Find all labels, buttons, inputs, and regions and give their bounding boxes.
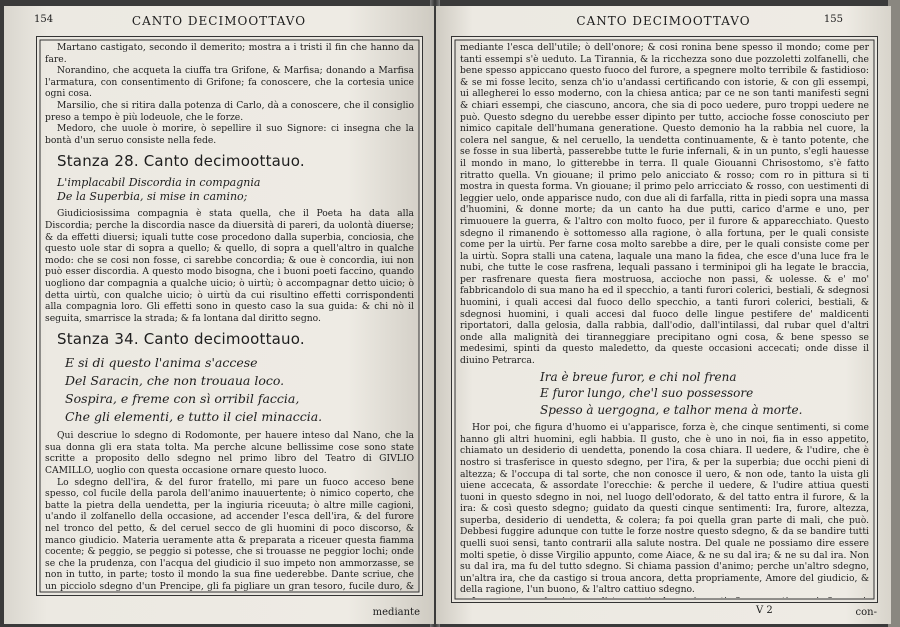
- verse-line: Del Saracin, che non trouaua loco.: [65, 373, 285, 389]
- right-text-frame: [451, 36, 878, 603]
- verse-line: Che gli elementi, e tutto il ciel minaccia.: [65, 409, 323, 425]
- commentary-paragraph: [460, 596, 869, 598]
- left-page-number: 154: [34, 14, 54, 25]
- verse-line: Ira è breue furor, e chi nol frena: [540, 369, 737, 384]
- catchword: mediante: [372, 607, 420, 618]
- left-text-frame: [36, 36, 423, 596]
- verse-line: E furor lungo, che'l suo possessore: [540, 386, 754, 401]
- stanza-verse: [65, 354, 414, 426]
- stanza-heading: Stanza 28. Canto decimoottauo.: [57, 152, 305, 171]
- intro-paragraph: Martano castigato, secondo il demerito; mostra a i tristi il fin che hanno da fare.: [45, 42, 414, 65]
- commentary-paragraph: Hor poi, che figura d'huomo ei u'apparisce, forza è, che cinque sentimenti, si come hanno gli altri huomini, egli habbia. Il gusto, che è uno in noi, fia in esso appetito, chiamato un desiderio di uendetta, ponendo la cosa chiara. Il uedere, & l'udire, che è nostro si trasferisce in questo sdegno, per l'ira, & per la superbia; due occhi pieni di altezza; & l'occupa di tal sorte, che non conosce il uero, & non ode, tanto la uista gli uiene accecata, & assordate l'orecchie: & perche il uedere, & l'udire attiua questi tuoni in questo sdegno in noi, nel luogo dell'odorato, & del tatto entra il furore, & la ira: & così questo sdegno; guidato da questi cinque sentimenti: Ira, furore, altezza, superba, desiderio di uendetta, & colera; fa poi quella gran parte di mali, che può. Debbesi fuggire adunque con tutte le forze nostre questo sdegno, & da se bandire tutti quelli suoi sensi, tanto contrarii alla salute nostra. Del quale ne possiamo dire essere molti spetie, ò disse Virgilio appunto, come Aiace, & ne su dal ira; & ne su dal ira. Non su dal ira, ma fu del tutto sdegno. Si chiama passion d'animo; perche un'altro sdegno, un'altra ira, che da castigo si troua ancora, detta propriamente, Amore del giudicio, & della ragione, l'un buono, & l'altro cattiuo sdegno.: [460, 422, 869, 596]
- right-running-title: CANTO DECIMOOTTAVO: [576, 14, 751, 28]
- catchword: con-: [855, 607, 877, 618]
- left-header: [4, 14, 434, 34]
- verse-line: Sospira, e freme con sì orribil faccia,: [65, 391, 300, 407]
- right-text-block: [460, 42, 869, 598]
- verse-line: De la Superbia, si mise in camino;: [57, 190, 248, 204]
- intro-paragraph: Medoro, che uuole ò morire, ò sepellire il suo Signore: ci insegna che la bontà d'un seruo consiste nella fede.: [45, 123, 414, 146]
- stanza-heading: Stanza 34. Canto decimoottauo.: [57, 330, 305, 349]
- verse-line: Spesso à uergogna, e talhor mena à morte.: [540, 402, 803, 417]
- left-text-block: [45, 42, 414, 591]
- right-header: [436, 14, 891, 34]
- intro-paragraph: Marsilio, che si ritira dalla potenza di Carlo, dà a conoscere, che il consiglio preso a tempo è più lodeuole, che le forze.: [45, 99, 414, 123]
- commentary-paragraph: Lo sdegno dell'ira, & del furor fratello, mi pare un fuoco acceso bene spesso, col fucile della parola dell'animo inauuertente; ò nimico coperto, che batte la pietra della uendetta, per la ingiuria riceuuta; ò altre mille cagioni, u'ando il zolfanello della occasione, ad accender l'esca dell'ira, & del furore nel tronco del petto, & del ceruel secco de gli huomini di poco discorso, & manco giudicio. Materia ueramente atta & preparata a riceuer questa fiamma cocente; & peggio, se peggio si potesse, che si trouasse ne peggior lochi; onde se che la prudenza, con l'acqua del giudicio il suo impeto non ammorzasse, se non in tutto, in parte; tosto il mondo la sua fine uederebbe. Dante scriue, che un picciolo sdegno d'un Prencipe, gli fa pigliare un gran tesoro, fucile duro, &: [45, 476, 414, 591]
- commentary-paragraph: mediante l'esca dell'utile; ò dell'onore; & cosi ronina bene spesso il mondo; come per tanti essempi s'è ueduto. La Tirannia, & la ricchezza sono due pozzoletti zolfanelli, che bene spesso appiccano questo fuoco del furore, a spegnere molto terribile & fastidioso: & se mi fosse lecito, senza ch'io u'andassi certificando con istorie, & con gli essempi, ui allegherei lo esso moderno, con la chiesa antica; par ce ne son tanti manifesti segni & chiari essempi, che ciascuno, ancora, che sia di poco uedere, puro troppi uedere ne può. Questo sdegno du uerebbe esser dipinto per tutto, accioche fosse conosciuto per nimico capitale dell'humana generatione. Questo demonio ha la rabbia nel cuore, la colera nel sangue, & nel ceruello, la uendetta continuamente, & è tanto potente, che se fosse in sua libertà, passerebbe tutte le furie infernali, & in un punto, s'egli hauesse il mondo in mano, lo gitterebbe in terra. Il quale Giouanni Chrisostomo, s'è fatto ritratto quella. Vn giouane; il primo pelo anicciato & rosso; com ro in pittura si ti mostra in questa forma. Vn giouane; il primo pelo arricciato & rosso, con uestimenti di leggier uelo, onde apparisce nudo, con due ali di farfalla, ritta in piedi sopra una massa d'huomini, & donne morte; da un canto ha due putti, carico d'arme e uno, per rimuouere la guerra, & l'altro con molto fuoco, per il furore & apparecchiato. Questo sdegno il rimanendo è sottomesso alla ragione, ò alla fortuna, per le quali consiste come per la uirtù. Per farne cosa molto sarebbe a dire, per le quali consiste come per la uirtù. Sopra stalli una catena, laquale una mano la fidea, che esce d'una luce fra le nubi, che tutte le cose rasfrena, lequali passano i terminipoi gli ha legate le braccia, per rasfrenare questa fiera mostruosa, accioche non passi, & uolesse. & e' mo' fabbricandolo di sua mano ha ed il specchio, a tanti furori colerici, bestiali, & sdegnosi huomini, i quali accesi dal fuoco dello specchio, a tanti furori colerici, bestiali, & sdegnosi huomini, i quali accesi dal fuoco delle lingue pestifere de' maldicenti riportatori, dalla gelosia, dalla rabbia, dall'odio, dall'intilassi, dal rubar quel d'altri onde alla malignità dei tiranneggiare precipitano ogni cosa, & bene spesso se medesimi, spinti da questo maledetto, da queste occasioni accecati; onde disse il diuino Petrarca.: [460, 42, 869, 367]
- signature-mark: V 2: [756, 605, 773, 616]
- right-page-number: 155: [823, 14, 843, 25]
- left-running-title: CANTO DECIMOOTTAVO: [131, 14, 307, 28]
- stanza-verse: [57, 176, 414, 204]
- petrarca-verse: [540, 369, 869, 419]
- verse-line: L'implacabil Discordia in compagnia: [57, 176, 261, 190]
- right-page: [436, 6, 891, 624]
- commentary-paragraph: Giudiciosissima compagnia è stata quella, che il Poeta ha data alla Discordia; perche la discordia nasce da diuersità di pareri, da uolontà diuerse; & da effetti diuersi; iquali tutte cose procedono dalla superbia, conciosia, che questo uole star di sopra a quello; & quello, di sopra a quell'altro in qualche modo: che se cosi non fosse, ci sarebbe concordia; & oue è concordia, iui non può esser discordia. A questo modo bisogna, che i buoni poeti faccino, quando uogliono dar compagnia a qualche uicio; ò uirtù; ò accompagnar detto uicio; ò detta uirtù, con qualche uicio; ò uirtù da cui risultino effetti corrispondenti alla compagnia loro. Gli effetti sono in questo caso la sua guida: & chi nò il seguita, smarrisce la strada; & fa lontana dal diritto segno.: [45, 208, 414, 324]
- commentary-paragraph: Qui descriue lo sdegno di Rodomonte, per hauere inteso dal Nano, che la sua donna gli era stata tolta. Ma perche alcune bellissime cose sono state scritte a proposito dello sdegno nel primo libro del Teatro di GIVLIO CAMILLO, uoglio con questa occasione ornare questo luoco.: [45, 430, 414, 477]
- verse-line: E si di questo l'anima s'accese: [65, 355, 258, 371]
- left-page: [4, 6, 434, 624]
- intro-paragraph: Norandino, che acqueta la ciuffa tra Grifone, & Marfisa; donando a Marfisa l'armatura, con consentimento di Grifone; fa conoscere, che la cortesia unice ogni cosa.: [45, 65, 414, 100]
